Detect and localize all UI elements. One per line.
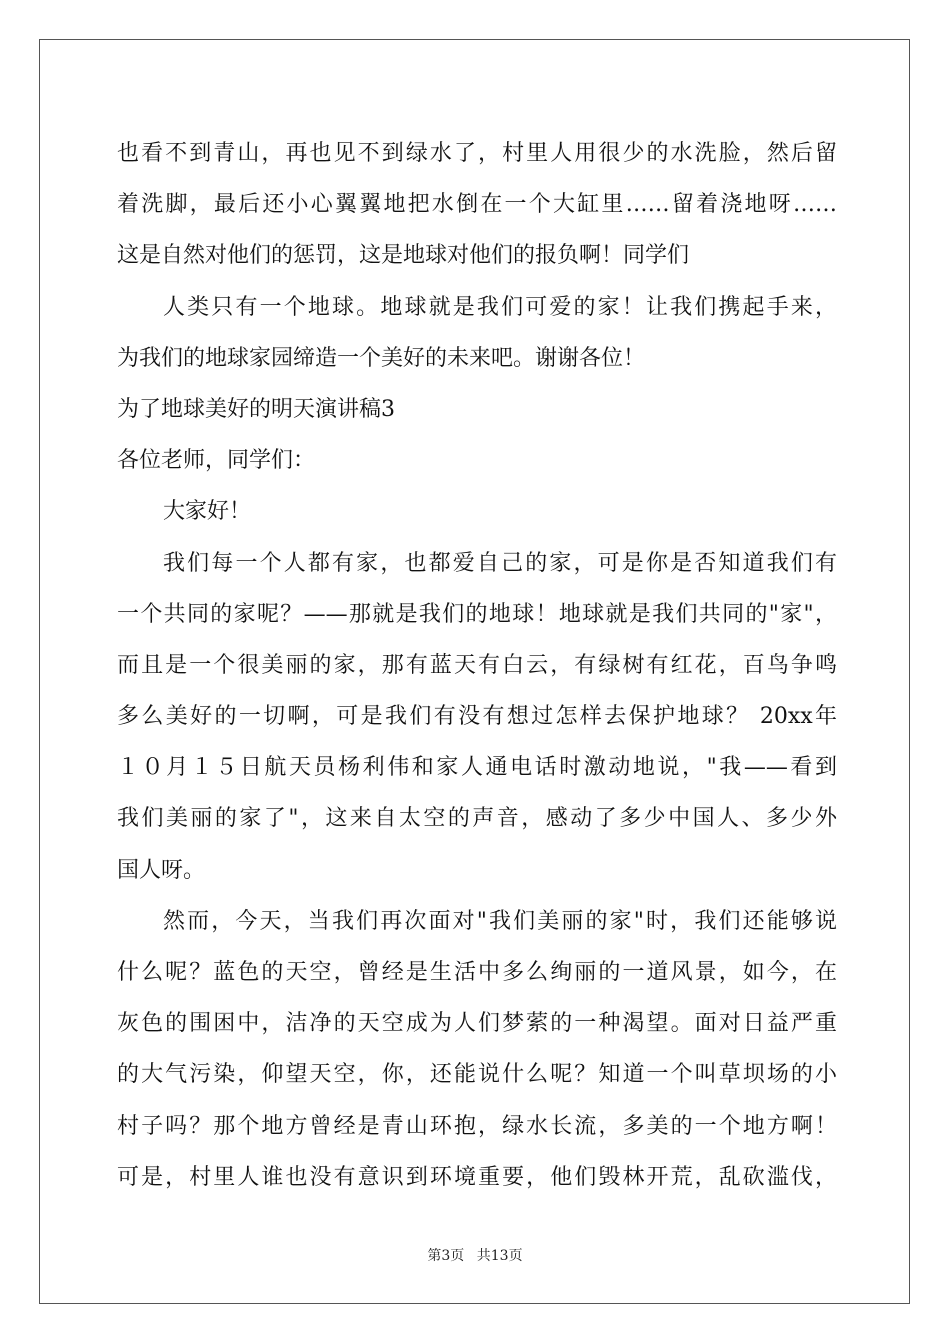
text-line: 为了地球美好的明天演讲稿3 [117,396,395,422]
text-line: 大家好！ [163,499,252,525]
page-total: 共13页 [476,1248,523,1264]
text-line: 着洗脚，最后还小心翼翼地把水倒在一个大缸里……留着浇地呀…… [117,192,837,218]
text-line: 多么美好的一切啊，可是我们有没有想过怎样去保护地球？ 20xx年 [117,704,837,730]
text-line: 这是自然对他们的惩罚，这是地球对他们的报负啊！同学们 [117,243,690,269]
page-number: 第3页 [427,1248,465,1264]
text-line: 村子吗？那个地方曾经是青山环抱，绿水长流，多美的一个地方啊！ [117,1113,837,1139]
text-line: 各位老师，同学们： [117,448,316,474]
text-line: 一个共同的家呢？——那就是我们的地球！地球就是我们共同的"家"， [117,601,837,627]
text-line: １０月１５日航天员杨利伟和家人通电话时激动地说，"我——看到 [117,755,837,781]
text-line: 人类只有一个地球。地球就是我们可爱的家！让我们携起手来， [163,294,837,320]
text-line: 也看不到青山，再也见不到绿水了，村里人用很少的水洗脸，然后留 [117,141,837,166]
text-line: 而且是一个很美丽的家，那有蓝天有白云，有绿树有红花，百鸟争鸣 [117,652,837,678]
text-line: 国人呀。 [117,857,206,883]
text-line: 我们每一个人都有家，也都爱自己的家，可是你是否知道我们有 [163,550,837,576]
text-line: 什么呢？蓝色的天空，曾经是生活中多么绚丽的一道风景，如今，在 [117,960,837,985]
text-line: 然而，今天，当我们再次面对"我们美丽的家"时，我们还能够说 [163,908,837,934]
text-line: 可是，村里人谁也没有意识到环境重要，他们毁林开荒，乱砍滥伐， [117,1164,837,1190]
page-footer [0,1245,950,1265]
text-line: 我们美丽的家了"，这来自太空的声音，感动了多少中国人、多少外 [117,806,837,832]
text-line: 灰色的围困中，洁净的天空成为人们梦萦的一种渴望。面对日益严重 [117,1011,837,1037]
text-line: 的大气污染，仰望天空，你，还能说什么呢？知道一个叫草坝场的小 [117,1062,837,1088]
text-line: 为我们的地球家园缔造一个美好的未来吧。谢谢各位！ [117,345,646,371]
document-body [117,128,837,1203]
